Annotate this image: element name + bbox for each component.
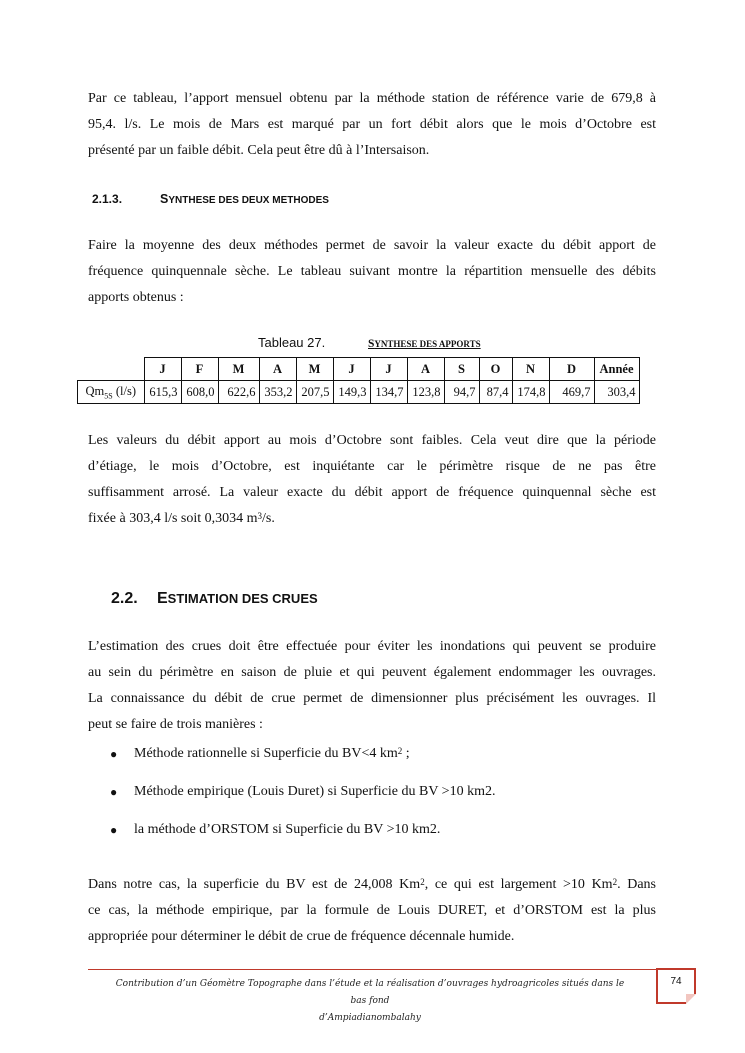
table-cell: 615,3 — [144, 381, 181, 404]
crues-line-1: L’estimation des crues doit être effectuée pour éviter les inondations qui peuvent se produire — [88, 639, 656, 654]
bullet-icon: ● — [110, 823, 118, 837]
table-cell: 353,2 — [259, 381, 296, 404]
table-header-cell: Année — [594, 358, 639, 381]
table-cell: 149,3 — [333, 381, 370, 404]
conclusion-line-2: ce cas, la méthode empirique, par la formule de Louis DURET, et d’ORSTOM est la plus — [88, 903, 656, 918]
apports-table — [77, 357, 640, 404]
footer-line-2: d’Ampiadianombalahy — [319, 1013, 421, 1023]
intro-line-3: présenté par un faible débit. Cela peut être dû à l’Intersaison. — [88, 143, 430, 158]
table-header-cell: D — [549, 358, 594, 381]
section-title-initial: E — [157, 590, 168, 607]
table-header-cell: A — [259, 358, 296, 381]
table-header-cell: S — [444, 358, 479, 381]
section-2-1-3-heading — [92, 192, 329, 206]
synthese-line-1: Faire la moyenne des deux méthodes permet de savoir la valeur exacte du débit apport de — [88, 238, 656, 253]
intro-line-1: Par ce tableau, l’apport mensuel obtenu par la méthode station de référence varie de 679,8 à — [88, 91, 656, 106]
crues-line-2: au sein du périmètre en saison de pluie et qui peuvent également endommager les ouvrages. — [88, 665, 656, 680]
section-title-rest: STIMATION DES CRUES — [167, 591, 318, 606]
synthese-line-3: apports obtenus : — [88, 290, 184, 305]
table-row — [78, 381, 640, 404]
list-item: ● Méthode rationnelle si Superficie du BV<4 $km^2$ ; — [110, 744, 495, 782]
after-table-line-3: suffisamment arrosé. La valeur exacte du débit apport de fréquence quinquennal sèche est — [88, 485, 656, 500]
table-cell: 622,6 — [218, 381, 259, 404]
table-row-label: $Qm_{5S}$ (l/s) — [78, 381, 145, 404]
list-item: ● Méthode empirique (Louis Duret) si Superficie du BV >10 km2. — [110, 782, 495, 820]
table-cell: 303,4 — [594, 381, 639, 404]
footer-line-1: Contribution d’un Géomètre Topographe dans l’étude et la réalisation d’ouvrages hydroagricoles situés dans le bas fond — [115, 979, 625, 1006]
table-cell: 608,0 — [181, 381, 218, 404]
section-title-initial: S — [160, 192, 169, 206]
synthese-paragraph — [88, 233, 656, 311]
table-header-cell: J — [333, 358, 370, 381]
caption-title: SYNTHESE DES APPORTS — [368, 338, 481, 350]
synthese-line-2: fréquence quinquennale sèche. Le tableau suivant montre la répartition mensuelle des débits — [88, 264, 656, 279]
table-cell: 94,7 — [444, 381, 479, 404]
methods-list — [110, 744, 495, 858]
table-cell: 123,8 — [407, 381, 444, 404]
table-cell: 87,4 — [479, 381, 512, 404]
intro-line-2: 95,4. l/s. Le mois de Mars est marqué par un fort débit alors que le mois d’Octobre est — [88, 117, 656, 132]
table-cell: 469,7 — [549, 381, 594, 404]
table-header-cell: J — [370, 358, 407, 381]
section-number: 2.1.3. — [92, 192, 123, 206]
caption-label: Tableau 27. — [258, 335, 326, 350]
after-table-line-4: fixée à 303,4 l/s soit 0,3034 $m^3/s$. — [88, 511, 275, 526]
table-header-cell: N — [512, 358, 549, 381]
after-table-line-1: Les valeurs du débit apport au mois d’Octobre sont faibles. Cela veut dire que la période — [88, 433, 656, 448]
table-corner — [78, 358, 145, 381]
page-number: 74 — [670, 976, 682, 987]
table-header-cell: F — [181, 358, 218, 381]
bullet-icon: ● — [110, 785, 118, 799]
after-table-paragraph — [88, 428, 656, 532]
page-number-box — [656, 968, 696, 1004]
table-cell: 134,7 — [370, 381, 407, 404]
crues-line-3: La connaissance du débit de crue permet de dimensionner plus précisément les ouvrages. Il — [88, 691, 656, 706]
conclusion-paragraph — [88, 872, 656, 950]
table-header-cell: M — [296, 358, 333, 381]
table-header-cell: O — [479, 358, 512, 381]
conclusion-line-1: Dans notre cas, la superficie du BV est de 24,008 Km$^2$, ce qui est largement >10 Km$^2$. Dans — [88, 877, 657, 892]
table-cell: 207,5 — [296, 381, 333, 404]
bullet-icon: ● — [110, 747, 118, 761]
section-title-rest: YNTHESE DES DEUX METHODES — [168, 195, 329, 206]
list-item: ● la méthode d’ORSTOM si Superficie du BV >10 km2. — [110, 820, 495, 858]
table-caption — [258, 335, 481, 351]
crues-line-4: peut se faire de trois manières : — [88, 717, 263, 732]
after-table-line-2: d’étiage, le mois d’Octobre, est inquiétante car le périmètre risque de ne pas être — [88, 459, 656, 474]
footer-divider — [88, 969, 688, 970]
table-header-cell: A — [407, 358, 444, 381]
table-header-row — [78, 358, 640, 381]
table-header-cell: J — [144, 358, 181, 381]
intro-paragraph — [88, 86, 656, 164]
conclusion-line-3: appropriée pour déterminer le débit de crue de fréquence décennale humide. — [88, 929, 515, 944]
footer-text — [110, 976, 630, 1027]
section-number: 2.2. — [111, 590, 138, 607]
section-2-2-heading — [111, 590, 318, 608]
crues-paragraph — [88, 634, 656, 738]
page-fold-icon — [686, 994, 696, 1004]
table-header-cell: M — [218, 358, 259, 381]
table-cell: 174,8 — [512, 381, 549, 404]
